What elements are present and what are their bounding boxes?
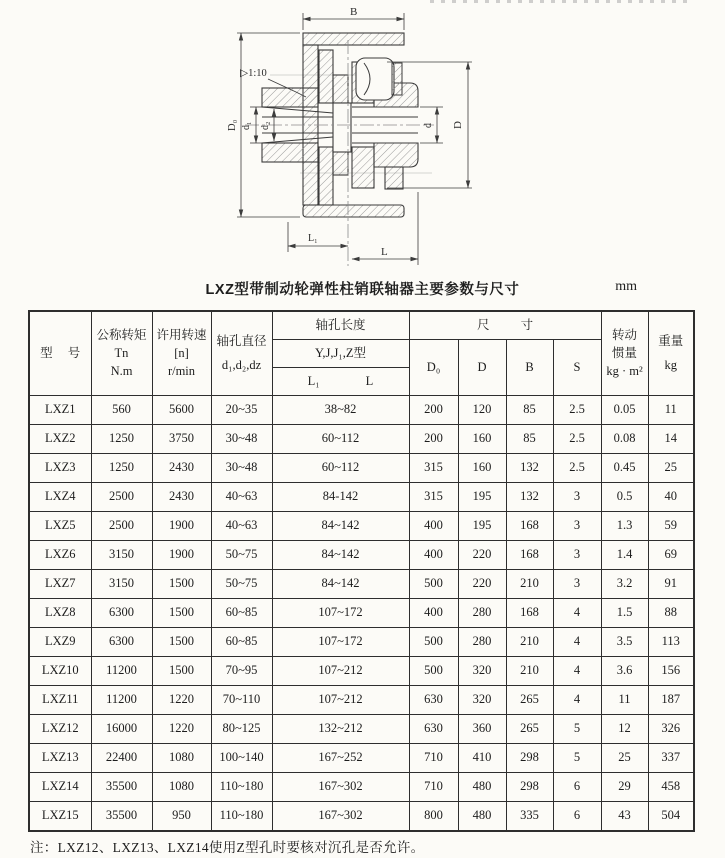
table-cell: 6 xyxy=(553,772,601,801)
table-cell: 2.5 xyxy=(553,424,601,453)
table-cell: 16000 xyxy=(91,714,152,743)
table-cell: 25 xyxy=(648,453,694,482)
model-cell: LXZ4 xyxy=(29,482,91,511)
model-cell: LXZ7 xyxy=(29,569,91,598)
table-cell: 280 xyxy=(458,627,506,656)
table-cell: 800 xyxy=(409,801,458,831)
table-cell: 85 xyxy=(506,395,553,424)
table-cell: 5 xyxy=(553,714,601,743)
table-cell: 11200 xyxy=(91,685,152,714)
table-cell: 3.2 xyxy=(601,569,648,598)
taper-label: ▷1:10 xyxy=(240,68,267,79)
table-cell: 50~75 xyxy=(211,569,272,598)
dim-label-d: d xyxy=(423,123,434,128)
table-cell: 220 xyxy=(458,569,506,598)
table-cell: 110~180 xyxy=(211,801,272,831)
table-cell: 220 xyxy=(458,540,506,569)
table-cell: 107~172 xyxy=(272,598,409,627)
table-cell: 43 xyxy=(601,801,648,831)
table-cell: 3 xyxy=(553,540,601,569)
table-cell: 210 xyxy=(506,569,553,598)
table-cell: 265 xyxy=(506,714,553,743)
table-cell: 187 xyxy=(648,685,694,714)
table-row xyxy=(29,453,694,482)
table-body xyxy=(29,395,694,831)
table-row xyxy=(29,772,694,801)
weight-line1: 重量 xyxy=(658,334,684,349)
table-cell: 500 xyxy=(409,656,458,685)
table-cell: 3 xyxy=(553,511,601,540)
table-cell: 210 xyxy=(506,656,553,685)
table-cell: 84~142 xyxy=(272,540,409,569)
table-cell: 107~172 xyxy=(272,627,409,656)
model-cell: LXZ12 xyxy=(29,714,91,743)
table-cell: 69 xyxy=(648,540,694,569)
unit-label: mm xyxy=(615,279,637,294)
table-cell: 2430 xyxy=(152,482,211,511)
table-cell: 630 xyxy=(409,714,458,743)
table-cell: 3750 xyxy=(152,424,211,453)
table-cell: 5 xyxy=(553,743,601,772)
table-cell: 168 xyxy=(506,540,553,569)
speed-line2: [n] xyxy=(174,346,189,361)
table-cell: 3.5 xyxy=(601,627,648,656)
table-cell: 91 xyxy=(648,569,694,598)
table-row xyxy=(29,714,694,743)
table-cell: 3.6 xyxy=(601,656,648,685)
table-cell: 85 xyxy=(506,424,553,453)
table-cell: 70~110 xyxy=(211,685,272,714)
table-cell: 400 xyxy=(409,540,458,569)
table-cell: 1080 xyxy=(152,772,211,801)
page-title: LXZ型带制动轮弹性柱销联轴器主要参数与尺寸 xyxy=(205,282,520,298)
model-cell: LXZ1 xyxy=(29,395,91,424)
table-cell: 335 xyxy=(506,801,553,831)
table-cell: 167~302 xyxy=(272,801,409,831)
model-cell: LXZ9 xyxy=(29,627,91,656)
inertia-line3: kg · m² xyxy=(606,364,643,379)
table-row xyxy=(29,685,694,714)
table-cell: 168 xyxy=(506,511,553,540)
table-cell: 22400 xyxy=(91,743,152,772)
table-cell: 11 xyxy=(601,685,648,714)
table-cell: 1900 xyxy=(152,540,211,569)
inertia-line1: 转动 xyxy=(612,328,638,343)
model-cell: LXZ14 xyxy=(29,772,91,801)
table-cell: 200 xyxy=(409,424,458,453)
table-cell: 107~212 xyxy=(272,685,409,714)
col-header-dimensions: 尺 寸 xyxy=(409,311,601,339)
table-cell: 1.3 xyxy=(601,511,648,540)
table-cell: 298 xyxy=(506,772,553,801)
table-cell: 480 xyxy=(458,772,506,801)
table-cell: 167~302 xyxy=(272,772,409,801)
table-cell: 0.45 xyxy=(601,453,648,482)
table-cell: 80~125 xyxy=(211,714,272,743)
torque-line2: N.m xyxy=(110,364,133,379)
table-cell: 1.5 xyxy=(601,598,648,627)
table-cell: 1900 xyxy=(152,511,211,540)
table-cell: 59 xyxy=(648,511,694,540)
table-row xyxy=(29,482,694,511)
table-cell: 4 xyxy=(553,598,601,627)
table-cell: 1220 xyxy=(152,685,211,714)
table-cell: 132~212 xyxy=(272,714,409,743)
table-cell: 1500 xyxy=(152,598,211,627)
table-cell: 500 xyxy=(409,569,458,598)
table-cell: 40~63 xyxy=(211,482,272,511)
table-cell: 6300 xyxy=(91,598,152,627)
table-cell: 60~112 xyxy=(272,424,409,453)
table-cell: 1500 xyxy=(152,656,211,685)
dim-label-L: L xyxy=(381,246,388,258)
model-cell: LXZ15 xyxy=(29,801,91,831)
table-cell: 4 xyxy=(553,656,601,685)
table-cell: 4 xyxy=(553,685,601,714)
table-cell: 630 xyxy=(409,685,458,714)
table-row xyxy=(29,569,694,598)
table-cell: 110~180 xyxy=(211,772,272,801)
col-header-speed xyxy=(152,311,211,395)
table-cell: 168 xyxy=(506,598,553,627)
table-cell: 0.05 xyxy=(601,395,648,424)
table-cell: 20~35 xyxy=(211,395,272,424)
table-cell: 265 xyxy=(506,685,553,714)
speed-line3: r/min xyxy=(167,364,196,379)
table-cell: 6300 xyxy=(91,627,152,656)
table-cell: 60~112 xyxy=(272,453,409,482)
col-header-torque xyxy=(91,311,152,395)
col-header-D0: D₀ xyxy=(409,339,458,395)
weight-line2: kg xyxy=(664,358,678,373)
col-header-L1: L₁ xyxy=(307,373,320,388)
model-cell: LXZ3 xyxy=(29,453,91,482)
table-cell: 560 xyxy=(91,395,152,424)
table-cell: 3150 xyxy=(91,569,152,598)
col-header-bore-diameter xyxy=(211,311,272,395)
table-cell: 320 xyxy=(458,685,506,714)
table-cell: 38~82 xyxy=(272,395,409,424)
table-cell: 12 xyxy=(601,714,648,743)
table-cell: 84~142 xyxy=(272,569,409,598)
table-cell: 337 xyxy=(648,743,694,772)
col-header-B: B xyxy=(506,339,553,395)
table-cell: 11200 xyxy=(91,656,152,685)
inertia-line2: 惯量 xyxy=(612,346,638,361)
torque-line1: 公称转矩Tn xyxy=(96,328,147,361)
table-cell: 35500 xyxy=(91,801,152,831)
table-cell: 11 xyxy=(648,395,694,424)
table-cell: 315 xyxy=(409,453,458,482)
table-cell: 410 xyxy=(458,743,506,772)
table-cell: 132 xyxy=(506,453,553,482)
dim-label-L1: L₁ xyxy=(308,233,318,244)
table-cell: 195 xyxy=(458,482,506,511)
footnote: 注：LXZ12、LXZ13、LXZ14使用Z型孔时要核对沉孔是否允许。 xyxy=(30,840,425,855)
model-cell: LXZ13 xyxy=(29,743,91,772)
speed-line1: 许用转速 xyxy=(156,328,207,343)
table-cell: 84~142 xyxy=(272,511,409,540)
dim-label-d2: d₂ xyxy=(260,121,271,130)
model-cell: LXZ8 xyxy=(29,598,91,627)
model-cell: LXZ11 xyxy=(29,685,91,714)
table-cell: 40 xyxy=(648,482,694,511)
dim-label-D0: D₀ xyxy=(227,119,238,131)
table-cell: 35500 xyxy=(91,772,152,801)
table-cell: 4 xyxy=(553,627,601,656)
table-cell: 60~85 xyxy=(211,598,272,627)
table-row xyxy=(29,656,694,685)
table-cell: 132 xyxy=(506,482,553,511)
table-cell: 315 xyxy=(409,482,458,511)
parameter-table xyxy=(28,310,695,832)
table-cell: 504 xyxy=(648,801,694,831)
table-cell: 3150 xyxy=(91,540,152,569)
table-cell: 88 xyxy=(648,598,694,627)
bore-dia-line1: 轴孔直径 xyxy=(216,334,267,349)
col-header-weight xyxy=(648,311,694,395)
table-cell: 167~252 xyxy=(272,743,409,772)
model-cell: LXZ10 xyxy=(29,656,91,685)
table-cell: 0.08 xyxy=(601,424,648,453)
elastic-pin xyxy=(356,58,402,100)
coupling-section-drawing xyxy=(0,0,725,272)
table-cell: 1250 xyxy=(91,453,152,482)
table-cell: 950 xyxy=(152,801,211,831)
table-row xyxy=(29,540,694,569)
model-cell: LXZ6 xyxy=(29,540,91,569)
table-cell: 1500 xyxy=(152,569,211,598)
table-cell: 1220 xyxy=(152,714,211,743)
table-cell: 30~48 xyxy=(211,453,272,482)
table-row xyxy=(29,424,694,453)
table-cell: 84-142 xyxy=(272,482,409,511)
table-cell: 25 xyxy=(601,743,648,772)
table-cell: 1080 xyxy=(152,743,211,772)
table-cell: 6 xyxy=(553,801,601,831)
table-cell: 2.5 xyxy=(553,395,601,424)
table-cell: 3 xyxy=(553,569,601,598)
table-cell: 400 xyxy=(409,598,458,627)
table-cell: 458 xyxy=(648,772,694,801)
col-header-L1-L xyxy=(272,367,409,395)
table-row xyxy=(29,743,694,772)
model-cell: LXZ2 xyxy=(29,424,91,453)
table-cell: 298 xyxy=(506,743,553,772)
table-cell: 29 xyxy=(601,772,648,801)
dim-label-d1: d₁ xyxy=(241,121,252,130)
table-row xyxy=(29,598,694,627)
table-cell: 160 xyxy=(458,453,506,482)
table-cell: 0.5 xyxy=(601,482,648,511)
table-cell: 100~140 xyxy=(211,743,272,772)
table-cell: 195 xyxy=(458,511,506,540)
bore-dia-line2: d₁,d₂,dz xyxy=(221,358,262,373)
col-header-bore-length: 轴孔长度 xyxy=(272,311,409,339)
table-cell: 2500 xyxy=(91,511,152,540)
table-cell: 1500 xyxy=(152,627,211,656)
model-cell: LXZ5 xyxy=(29,511,91,540)
table-cell: 40~63 xyxy=(211,511,272,540)
col-header-L: L xyxy=(365,373,374,388)
dim-L1 xyxy=(288,222,348,252)
table-cell: 200 xyxy=(409,395,458,424)
table-row xyxy=(29,627,694,656)
table-cell: 160 xyxy=(458,424,506,453)
table-cell: 70~95 xyxy=(211,656,272,685)
table-cell: 30~48 xyxy=(211,424,272,453)
table-cell: 320 xyxy=(458,656,506,685)
title-row xyxy=(0,278,725,300)
table-cell: 280 xyxy=(458,598,506,627)
table-row xyxy=(29,511,694,540)
table-cell: 710 xyxy=(409,743,458,772)
table-cell: 326 xyxy=(648,714,694,743)
table-cell: 2.5 xyxy=(553,453,601,482)
table-cell: 14 xyxy=(648,424,694,453)
table-cell: 113 xyxy=(648,627,694,656)
table-cell: 50~75 xyxy=(211,540,272,569)
table-row xyxy=(29,395,694,424)
table-cell: 156 xyxy=(648,656,694,685)
table-cell: 60~85 xyxy=(211,627,272,656)
table-cell: 400 xyxy=(409,511,458,540)
table-cell: 120 xyxy=(458,395,506,424)
table-cell: 1250 xyxy=(91,424,152,453)
col-header-S: S xyxy=(553,339,601,395)
table-cell: 710 xyxy=(409,772,458,801)
table-cell: 500 xyxy=(409,627,458,656)
table-cell: 480 xyxy=(458,801,506,831)
table-cell: 2430 xyxy=(152,453,211,482)
table-cell: 210 xyxy=(506,627,553,656)
table-cell: 107~212 xyxy=(272,656,409,685)
col-header-D: D xyxy=(458,339,506,395)
table-cell: 2500 xyxy=(91,482,152,511)
table-cell: 1.4 xyxy=(601,540,648,569)
table-cell: 360 xyxy=(458,714,506,743)
col-header-inertia xyxy=(601,311,648,395)
col-header-bore-types: Y,J,J₁,Z型 xyxy=(272,339,409,367)
table-row xyxy=(29,801,694,831)
dim-label-B: B xyxy=(350,6,358,18)
table-cell: 3 xyxy=(553,482,601,511)
dim-label-D: D xyxy=(452,121,464,129)
col-header-model: 型 号 xyxy=(29,311,91,395)
table-cell: 5600 xyxy=(152,395,211,424)
